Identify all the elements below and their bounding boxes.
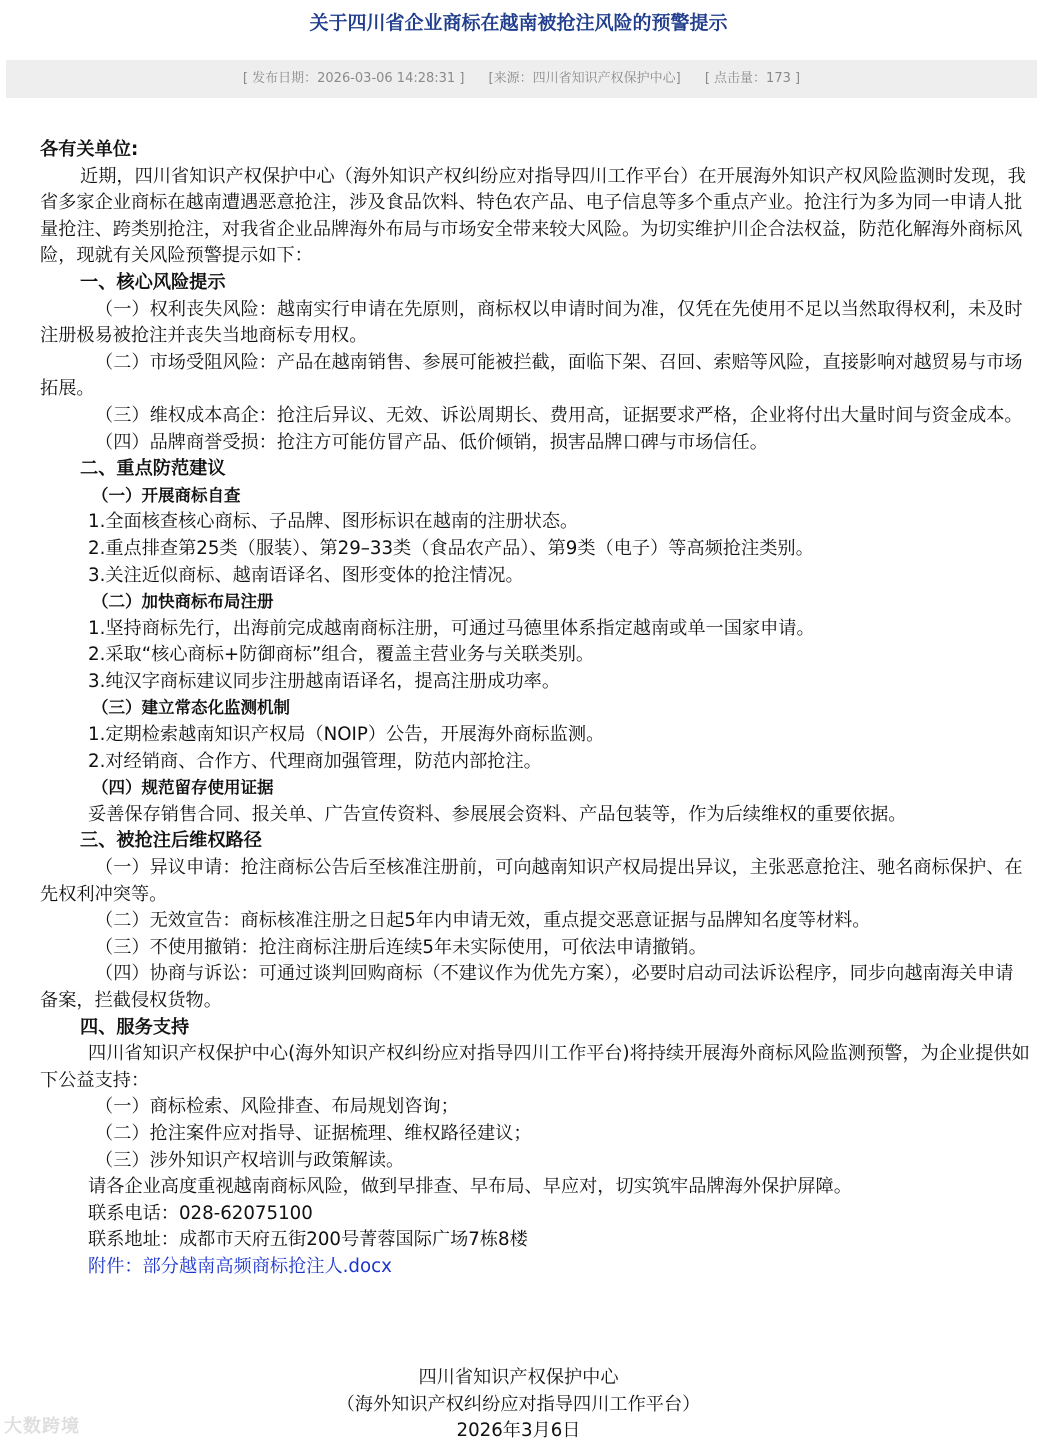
list-item: 1.坚持商标先行，出海前完成越南商标注册，可通过马德里体系指定越南或单一国家申请。: [88, 617, 815, 639]
subsection-heading: （二）加快商标布局注册: [92, 592, 274, 612]
list-item: （四）品牌商誉受损：抢注方可能仿冒产品、低价倾销，损害品牌口碑与市场信任。: [95, 431, 768, 453]
paragraph: 四川省知识产权保护中心(海外知识产权纠纷应对指导四川工作平台)将持续开展海外商标风险监测预警，为企业提供如下公益支持：: [40, 1043, 1030, 1091]
watermark: 大数跨境: [4, 1416, 80, 1437]
publish-date: [ 发布日期：2026-03-06 14:28:31 ]: [242, 71, 465, 86]
intro-paragraph: 近期，四川省知识产权保护中心（海外知识产权纠纷应对指导四川工作平台）在开展海外知识产权风险监测时发现，我省多家企业商标在越南遭遇恶意抢注，涉及食品饮料、特色农产品、电子信息等多个重点产业。抢注行为多为同一申请人批量抢注、跨类别抢注，对我省企业品牌海外布局与市场安全带来较大风险。为切实维护川企合法权益，防范化解海外商标风险，现就有关风险预警提示如下：: [40, 165, 1026, 267]
source: [来源：四川省知识产权保护中心]: [488, 71, 681, 86]
contact-address: 联系地址：成都市天府五街200号菁蓉国际广场7栋8楼: [88, 1229, 528, 1251]
list-item: （三）不使用撤销：抢注商标注册后连续5年未实际使用，可依法申请撤销。: [95, 936, 707, 958]
signature-org: 四川省知识产权保护中心: [418, 1367, 619, 1388]
list-item: （一）异议申请：抢注商标公告后至核准注册前，可向越南知识产权局提出异议，主张恶意抢注、驰名商标保护、在先权利冲突等。: [40, 857, 1023, 905]
list-item: （三）涉外知识产权培训与政策解读。: [95, 1149, 405, 1171]
list-item: 3.纯汉字商标建议同步注册越南语译名，提高注册成功率。: [88, 670, 561, 692]
page-title: 关于四川省企业商标在越南被抢注风险的预警提示: [309, 12, 728, 34]
list-item: 2.对经销商、合作方、代理商加强管理，防范内部抢注。: [88, 750, 542, 772]
subsection-heading: （一）开展商标自查: [92, 485, 241, 505]
list-item: （二）市场受阻风险：产品在越南销售、参展可能被拦截，面临下架、召回、索赔等风险，直接影响对越贸易与市场拓展。: [40, 351, 1023, 400]
list-item: （三）维权成本高企：抢注后异议、无效、诉讼周期长、费用高，证据要求严格，企业将付出大量时间与资金成本。: [95, 404, 1023, 426]
section-2-heading: 二、重点防范建议: [80, 458, 226, 480]
list-item: 1.定期检索越南知识产权局（NOIP）公告，开展海外商标监测。: [88, 724, 605, 746]
list-item: 3.关注近似商标、越南语译名、图形变体的抢注情况。: [88, 564, 524, 586]
signature-block: [0, 1365, 1037, 1445]
article-meta-bar: [6, 60, 1037, 98]
salutation: 各有关单位:: [40, 139, 139, 160]
closing-paragraph: 请各企业高度重视越南商标风险，做到早排查、早布局、早应对，切实筑牢品牌海外保护屏障。: [88, 1176, 852, 1198]
paragraph: 妥善保存销售合同、报关单、广告宣传资料、参展展会资料、产品包装等，作为后续维权的重要依据。: [88, 803, 907, 825]
list-item: （二）抢注案件应对指导、证据梳理、维权路径建议；: [95, 1122, 532, 1144]
article-body: [40, 137, 1030, 1281]
list-item: 1.全面核查核心商标、子品牌、图形标识在越南的注册状态。: [88, 511, 579, 533]
section-3-heading: 三、被抢注后维权路径: [80, 830, 262, 852]
list-item: （一）权利丧失风险：越南实行申请在先原则，商标权以申请时间为准，仅凭在先使用不足以当然取得权利，未及时注册极易被抢注并丧失当地商标专用权。: [40, 298, 1023, 347]
section-1-heading: 一、核心风险提示: [80, 271, 226, 293]
signature-date: 2026年3月6日: [456, 1420, 581, 1442]
subsection-heading: （四）规范留存使用证据: [92, 778, 274, 798]
list-item: 2.采取“核心商标+防御商标”组合，覆盖主营业务与关联类别。: [88, 644, 595, 666]
list-item: （四）协商与诉讼：可通过谈判回购商标（不建议作为优先方案），必要时启动司法诉讼程序，同步向越南海关申请备案，拦截侵权货物。: [40, 963, 1014, 1011]
list-item: 2.重点排查第25类（服装）、第29–33类（食品农产品）、第9类（电子）等高频抢注类别。: [88, 537, 814, 559]
signature-platform: （海外知识产权纠纷应对指导四川工作平台）: [336, 1393, 701, 1415]
list-item: （二）无效宣告：商标核准注册之日起5年内申请无效，重点提交恶意证据与品牌知名度等材料。: [95, 910, 871, 932]
list-item: （一）商标检索、风险排查、布局规划咨询；: [95, 1096, 459, 1118]
section-4-heading: 四、服务支持: [80, 1016, 190, 1038]
click-count: [ 点击量：173 ]: [704, 71, 801, 86]
attachment-link[interactable]: 附件：部分越南高频商标抢注人.docx: [88, 1255, 392, 1277]
contact-phone: 联系电话：028-62075100: [88, 1202, 313, 1224]
subsection-heading: （三）建立常态化监测机制: [92, 698, 290, 718]
